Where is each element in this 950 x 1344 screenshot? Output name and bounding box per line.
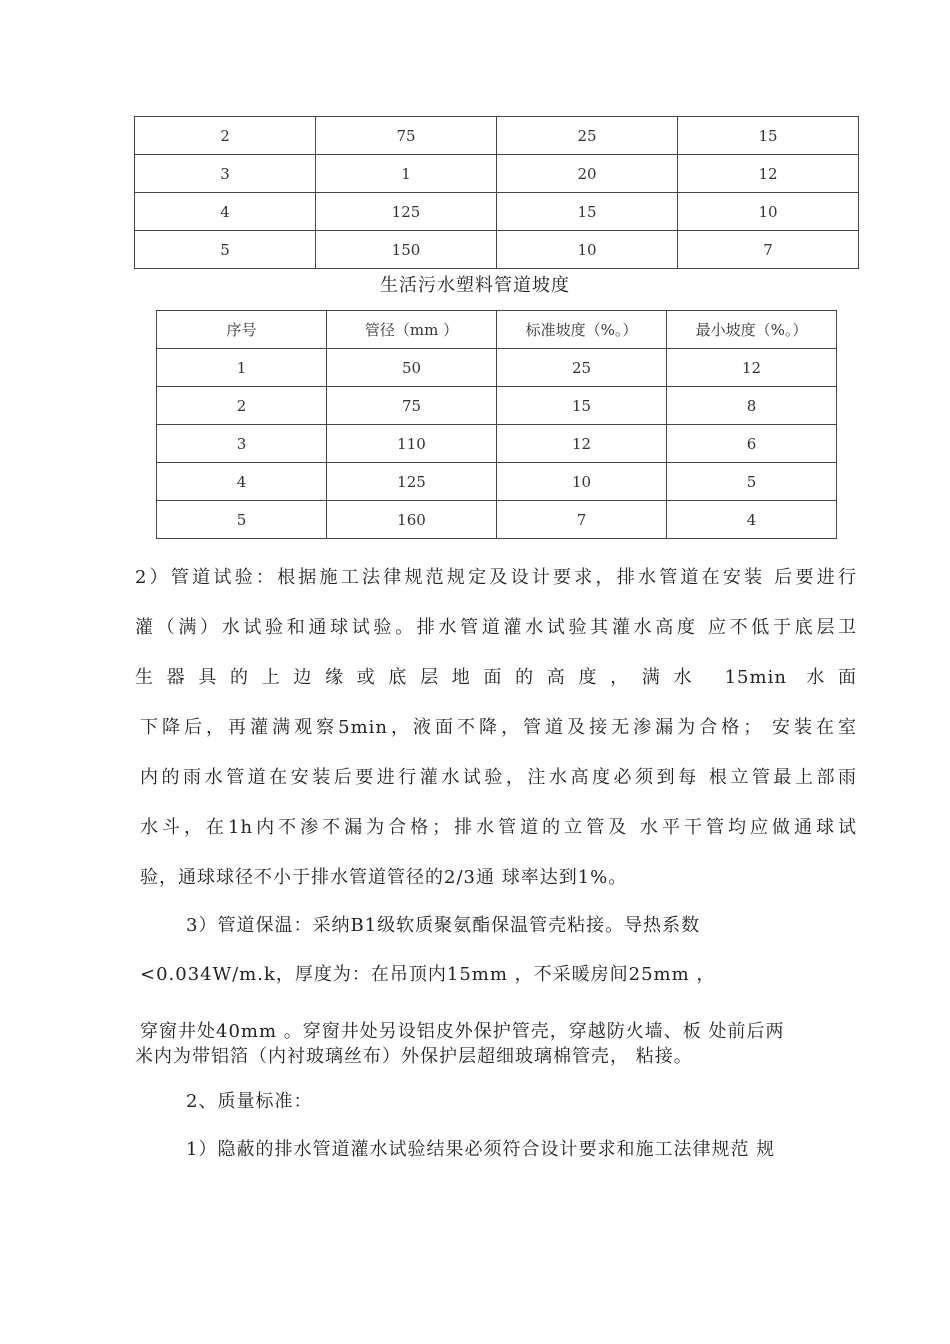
table-cell: 160 — [327, 501, 497, 539]
table-row — [157, 349, 837, 387]
table-cell: 10 — [678, 193, 859, 231]
table-cell: 1 — [316, 155, 497, 193]
table-cell: 2 — [157, 387, 327, 425]
table-cell: 3 — [157, 425, 327, 463]
table-cell: 8 — [667, 387, 837, 425]
table-cell: 7 — [497, 501, 667, 539]
table-row — [135, 231, 859, 269]
table-cell: 2 — [135, 117, 316, 155]
table-cell: 25 — [497, 349, 667, 387]
table-row — [157, 501, 837, 539]
body-text-line: 穿窗井处40mm 。穿窗井处另设铝皮外保护管壳，穿越防火墙、板 处前后两 — [140, 1021, 785, 1042]
section-heading: 2、质量标准： — [186, 1091, 313, 1112]
body-text-line: 2）管道试验：根据施工法律规范规定及设计要求，排水管道在安装 后要进行 — [135, 567, 857, 588]
table-cell: 15 — [497, 193, 678, 231]
table-caption: 生活污水塑料管道坡度 — [380, 275, 570, 296]
table-cell: 15 — [678, 117, 859, 155]
table-row — [135, 155, 859, 193]
body-text-line: 1）隐蔽的排水管道灌水试验结果必须符合设计要求和施工法律规范 规 — [186, 1139, 776, 1160]
table-cell: 5 — [157, 501, 327, 539]
table-cell: 6 — [667, 425, 837, 463]
table-cell: 110 — [327, 425, 497, 463]
body-text-line: <0.034W/m.k，厚度为：在吊顶内15mm ，不采暖房间25mm ， — [140, 964, 716, 985]
body-text-line: 水斗，在1h内不渗不漏为合格；排水管道的立管及 水平干管均应做通球试 — [140, 817, 857, 838]
table-cell: 4 — [157, 463, 327, 501]
table-header-cell: 序号 — [157, 311, 327, 349]
body-text-line: 3）管道保温：采纳B1级软质聚氨酯保温管壳粘接。导热系数 — [186, 915, 701, 936]
table-cell: 15 — [497, 387, 667, 425]
table-cell: 125 — [327, 463, 497, 501]
table-header-cell: 最小坡度（%。） — [667, 311, 837, 349]
table-cell: 75 — [316, 117, 497, 155]
table-cell: 12 — [667, 349, 837, 387]
table-cell: 10 — [497, 231, 678, 269]
table-row — [135, 117, 859, 155]
table-header-cell: 管径（mm ） — [327, 311, 497, 349]
table-row — [135, 193, 859, 231]
pipe-slope-table-continued — [134, 116, 859, 269]
table-header-row — [157, 311, 837, 349]
table-cell: 3 — [135, 155, 316, 193]
body-text-line: 米内为带铝箔（内衬玻璃丝布）外保护层超细玻璃棉管壳， 粘接。 — [135, 1046, 693, 1067]
plastic-pipe-slope-table — [156, 310, 837, 539]
table-cell: 10 — [497, 463, 667, 501]
body-text-line: 生器具的上边缘或底层地面的高度，满水 15min 水面 — [135, 667, 857, 688]
table-cell: 4 — [135, 193, 316, 231]
table-cell: 5 — [135, 231, 316, 269]
body-text-line: 下降后，再灌满观察5min，液面不降，管道及接无渗漏为合格； 安装在室 — [140, 717, 857, 738]
table-cell: 12 — [497, 425, 667, 463]
body-text-line: 内的雨水管道在安装后要进行灌水试验，注水高度必须到每 根立管最上部雨 — [140, 767, 857, 788]
table-cell: 75 — [327, 387, 497, 425]
body-text-line: 验，通球球径不小于排水管道管径的2/3通 球率达到1%。 — [140, 867, 628, 888]
body-text-line: 灌（满）水试验和通球试验。排水管道灌水试验其灌水高度 应不低于底层卫 — [135, 617, 857, 638]
table-cell: 25 — [497, 117, 678, 155]
table-cell: 1 — [157, 349, 327, 387]
table-cell: 20 — [497, 155, 678, 193]
table-row — [157, 463, 837, 501]
table-cell: 4 — [667, 501, 837, 539]
table-header-cell: 标准坡度（%。） — [497, 311, 667, 349]
table-cell: 5 — [667, 463, 837, 501]
table-row — [157, 387, 837, 425]
table-cell: 50 — [327, 349, 497, 387]
table-cell: 125 — [316, 193, 497, 231]
table-cell: 12 — [678, 155, 859, 193]
table-row — [157, 425, 837, 463]
table-cell: 7 — [678, 231, 859, 269]
table-cell: 150 — [316, 231, 497, 269]
